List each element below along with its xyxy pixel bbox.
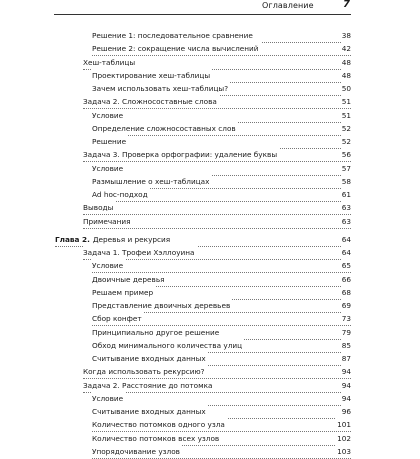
- toc-page-number: 63: [341, 203, 351, 213]
- toc-entry-leader: [92, 109, 351, 123]
- running-title: Оглавление: [262, 1, 314, 10]
- toc-entry-leader: [92, 42, 351, 56]
- page-number: 7: [343, 0, 350, 10]
- toc-entry-title: Условие: [92, 393, 124, 403]
- toc-page-number: 63: [341, 216, 351, 226]
- toc-entry-leader: [92, 392, 351, 406]
- toc-entry-leader: [92, 432, 351, 446]
- toc-entry-leader: [92, 326, 351, 340]
- toc-page-number: 48: [341, 70, 351, 80]
- toc-entry-row[interactable]: [0, 201, 420, 214]
- toc-page-number: 42: [341, 44, 351, 54]
- toc-entry-leader: [83, 215, 351, 229]
- toc-entry-leader: [83, 148, 351, 162]
- toc-entry-leader: [92, 29, 351, 43]
- toc-entry-title: Упорядочивание узлов: [92, 446, 180, 456]
- toc-entry-title: Решаем пример: [92, 287, 154, 297]
- toc-entry-title: Хеш-таблицы: [83, 57, 136, 67]
- toc-page-number: 102: [337, 433, 351, 443]
- toc-entry-leader: [92, 312, 351, 326]
- toc-entry-title: Выводы: [83, 203, 114, 213]
- toc-entry-leader: [92, 445, 351, 459]
- toc-entry-leader: [83, 379, 351, 393]
- toc-page-number: 66: [341, 274, 351, 284]
- toc-entry-title: Условие: [92, 110, 124, 120]
- toc-page-number: 52: [341, 123, 351, 133]
- toc-page-number: 73: [341, 314, 351, 324]
- toc-entry-row[interactable]: [0, 56, 420, 69]
- toc-entry-title: Когда использовать рекурсию?: [83, 367, 205, 377]
- toc-entry-leader: [92, 175, 351, 189]
- toc-entry-row[interactable]: [0, 162, 420, 175]
- toc-entry-title: Условие: [92, 261, 124, 271]
- toc-entry-leader: [92, 299, 351, 313]
- toc-entry-leader: [92, 405, 351, 419]
- toc-entry-row[interactable]: [0, 42, 420, 55]
- toc-entry-title: Обход минимального количества улиц: [92, 340, 243, 350]
- toc-entry-title: Проектирование хеш-таблицы: [92, 70, 211, 80]
- toc-entry-title: Считывание входных данных: [92, 354, 206, 363]
- toc-page-number: 52: [341, 137, 351, 146]
- toc-entry-row[interactable]: [0, 418, 420, 431]
- toc-page-number: 85: [341, 340, 351, 350]
- toc-entry-title: Зачем использовать хеш-таблицы?: [92, 84, 229, 93]
- toc-entry-title: Определение сложносоставных слов: [92, 123, 236, 133]
- toc-entry-row[interactable]: [0, 339, 420, 352]
- toc-entry-leader: [92, 259, 351, 273]
- toc-entry-title: Решение: [92, 137, 127, 146]
- toc-entry-leader: [83, 201, 351, 215]
- toc-entry-leader: [55, 233, 351, 247]
- toc-page-number: 56: [341, 150, 351, 160]
- toc-page-number: 58: [341, 176, 351, 186]
- toc-entry-leader: [92, 273, 351, 287]
- toc-entry-row[interactable]: [0, 215, 420, 228]
- header-rule: [54, 14, 351, 15]
- toc-chapter-row[interactable]: [0, 233, 420, 246]
- toc-entry-title: [55, 233, 172, 246]
- toc-entry-row[interactable]: [0, 286, 420, 299]
- toc-entry-leader: [92, 339, 351, 353]
- toc-entry-title: Сбор конфет: [92, 314, 142, 324]
- toc-entry-title: Задача 3. Проверка орфографии: удаление буквы: [83, 150, 278, 160]
- toc-entry-row[interactable]: [0, 365, 420, 378]
- toc-entry-row[interactable]: [0, 122, 420, 135]
- toc-entry-title: Решение 2: сокращение числа вычислений: [92, 44, 259, 54]
- toc-entry-row[interactable]: [0, 379, 420, 392]
- toc-entry-title: Размышление о хеш-таблицах: [92, 176, 210, 186]
- toc-page-number: 48: [341, 57, 351, 67]
- toc-entry-row[interactable]: [0, 392, 420, 405]
- toc-entry-row[interactable]: [0, 445, 420, 458]
- toc-entry-row[interactable]: [0, 29, 420, 42]
- toc-page-number: 101: [337, 420, 351, 430]
- toc-entry-title: Задача 2. Сложносоставные слова: [83, 97, 217, 107]
- toc-page-number: 51: [341, 97, 351, 107]
- toc-page-number: 96: [341, 407, 351, 416]
- toc-page-number: 94: [341, 367, 351, 377]
- toc-page-number: 64: [341, 248, 351, 257]
- toc-entry-leader: [92, 418, 351, 432]
- toc-entry-row[interactable]: [0, 188, 420, 201]
- toc-entry-row[interactable]: [0, 82, 420, 95]
- toc-entry-row[interactable]: [0, 135, 420, 148]
- toc-entry-title: Двоичные деревья: [92, 274, 165, 284]
- toc-entry-leader: [92, 69, 351, 83]
- toc-page-number: 79: [341, 327, 351, 337]
- toc-entry-leader: [83, 56, 351, 70]
- toc-entry-row[interactable]: [0, 405, 420, 418]
- toc-page-number: 61: [341, 190, 351, 199]
- toc-page-number: 68: [341, 287, 351, 297]
- toc-entry-leader: [83, 365, 351, 379]
- toc-entry-leader: [92, 135, 351, 149]
- toc-entry-title: Принципиально другое решение: [92, 327, 220, 337]
- toc-page-number: 103: [337, 446, 351, 456]
- toc-page-number: 50: [341, 84, 351, 93]
- toc-entry-row[interactable]: [0, 312, 420, 325]
- page-header: [0, 0, 420, 14]
- toc-entry-title: Считывание входных данных: [92, 407, 206, 416]
- toc-entry-title: Задача 1. Трофеи Хэллоуина: [83, 248, 195, 257]
- toc-entry-row[interactable]: [0, 148, 420, 161]
- toc-entry-title: Количество потомков всех узлов: [92, 433, 220, 443]
- toc-entry-leader: [92, 286, 351, 300]
- toc-entry-title: Задача 2. Расстояние до потомка: [83, 380, 213, 390]
- toc-page-number: 94: [341, 380, 351, 390]
- toc-entry-row[interactable]: [0, 95, 420, 108]
- toc-entry-row[interactable]: [0, 352, 420, 365]
- chapter-label: Глава 2.: [55, 234, 90, 244]
- toc-entry-row[interactable]: [0, 299, 420, 312]
- toc-page-number: 57: [341, 163, 351, 173]
- table-of-contents: [0, 29, 420, 458]
- toc-page-number: 87: [341, 354, 351, 363]
- toc-entry-title: Примечания: [83, 216, 131, 226]
- toc-entry-leader: [92, 162, 351, 176]
- toc-page-number: 64: [341, 234, 351, 244]
- toc-entry-row[interactable]: [0, 69, 420, 82]
- toc-entry-leader: [83, 95, 351, 109]
- toc-entry-leader: [92, 352, 351, 366]
- toc-page-number: 51: [341, 110, 351, 120]
- toc-entry-row[interactable]: [0, 326, 420, 339]
- toc-entry-row[interactable]: [0, 175, 420, 188]
- toc-entry-row[interactable]: [0, 432, 420, 445]
- chapter-title: Деревья и рекурсия: [92, 234, 171, 244]
- toc-entry-row[interactable]: [0, 246, 420, 259]
- toc-entry-title: Представление двоичных деревьев: [92, 301, 231, 310]
- toc-page-number: 65: [341, 261, 351, 271]
- toc-entry-title: Количество потомков одного узла: [92, 420, 225, 430]
- toc-entry-leader: [92, 188, 351, 202]
- toc-entry-title: Ad hoc-подход: [92, 190, 148, 199]
- toc-entry-title: Решение 1: последовательное сравнение: [92, 31, 253, 40]
- toc-entry-row[interactable]: [0, 109, 420, 122]
- toc-entry-leader: [92, 82, 351, 96]
- toc-page-number: 94: [341, 393, 351, 403]
- toc-entry-leader: [83, 246, 351, 260]
- toc-entry-row[interactable]: [0, 259, 420, 272]
- toc-page-number: 69: [341, 301, 351, 310]
- toc-page-number: 38: [341, 31, 351, 40]
- toc-entry-title: Условие: [92, 163, 124, 173]
- toc-entry-leader: [92, 122, 351, 136]
- toc-entry-row[interactable]: [0, 273, 420, 286]
